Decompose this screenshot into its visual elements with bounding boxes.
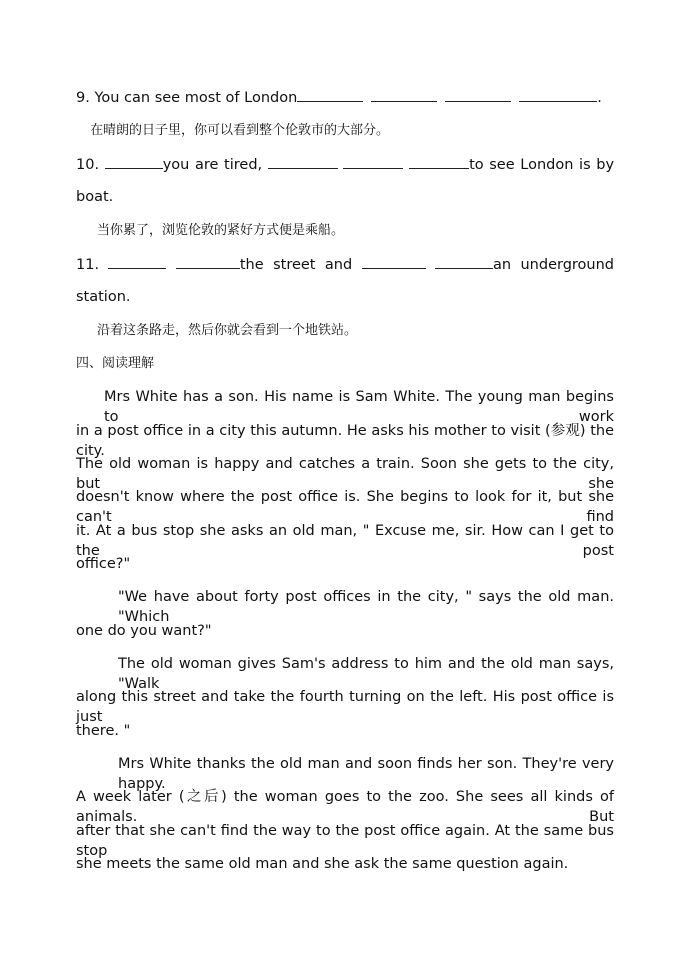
passage-line: one do you want?" — [76, 623, 212, 639]
question-9-translation: 在晴朗的日子里，你可以看到整个伦敦市的大部分。 — [90, 123, 390, 138]
passage-line: office?" — [76, 556, 131, 572]
passage-line: Mrs White has a son. His name is Sam White. The young man begins to work — [104, 389, 614, 425]
answer-blank[interactable] — [176, 254, 240, 269]
question-11 — [76, 254, 614, 275]
passage-line: The old woman gives Sam's address to him and the old man says, "Walk — [118, 656, 614, 692]
question-11-text-1: the street and — [239, 257, 353, 273]
answer-blank[interactable] — [362, 254, 426, 269]
question-10 — [76, 154, 614, 175]
question-11-line-2: station. — [76, 289, 131, 305]
answer-blank[interactable] — [268, 154, 338, 169]
answer-blank[interactable] — [297, 87, 363, 102]
answer-blank[interactable] — [371, 87, 437, 102]
question-9 — [76, 87, 614, 108]
question-10-text-1: you are tired, — [162, 157, 263, 173]
passage-line: A week later (之后) the woman goes to the zoo. She sees all kinds of animals. But — [76, 789, 614, 825]
passage-line: it. At a bus stop she asks an old man, " Excuse me, sir. How can I get to the post — [76, 523, 614, 559]
question-10-text-2: to see London is by — [469, 157, 615, 173]
question-10-translation: 当你累了，浏览伦敦的紧好方式便是乘船。 — [97, 223, 345, 238]
passage-line: she meets the same old man and she ask the same question again. — [76, 856, 569, 872]
answer-blank[interactable] — [343, 154, 403, 169]
section-heading: 四、阅读理解 — [76, 356, 155, 371]
answer-blank[interactable] — [105, 154, 163, 169]
question-11-translation: 沿着这条路走，然后你就会看到一个地铁站。 — [97, 323, 358, 338]
passage-line: along this street and take the fourth turning on the left. His post office is just — [76, 689, 614, 725]
question-11-text-2: an underground — [493, 257, 614, 273]
passage-line: "We have about forty post offices in the city, " says the old man. "Which — [118, 589, 614, 625]
answer-blank[interactable] — [409, 154, 469, 169]
question-9-text: 9. You can see most of London — [76, 90, 298, 106]
passage-line: The old woman is happy and catches a train. Soon she gets to the city, but she — [76, 456, 614, 492]
passage-line: Mrs White thanks the old man and soon finds her son. They're very happy. — [118, 756, 614, 792]
answer-blank[interactable] — [108, 254, 166, 269]
question-10-number: 10. — [76, 157, 100, 173]
question-9-end: . — [597, 90, 602, 106]
passage-line: there. " — [76, 723, 131, 739]
passage-line: doesn't know where the post office is. She begins to look for it, but she can't find — [76, 489, 614, 525]
answer-blank[interactable] — [435, 254, 493, 269]
answer-blank[interactable] — [445, 87, 511, 102]
passage-line: after that she can't find the way to the post office again. At the same bus stop — [76, 823, 614, 859]
answer-blank[interactable] — [519, 87, 597, 102]
passage-line: in a post office in a city this autumn. He asks his mother to visit (参观) the city. — [76, 423, 614, 459]
question-11-number: 11. — [76, 257, 100, 273]
question-10-line-2: boat. — [76, 189, 114, 205]
